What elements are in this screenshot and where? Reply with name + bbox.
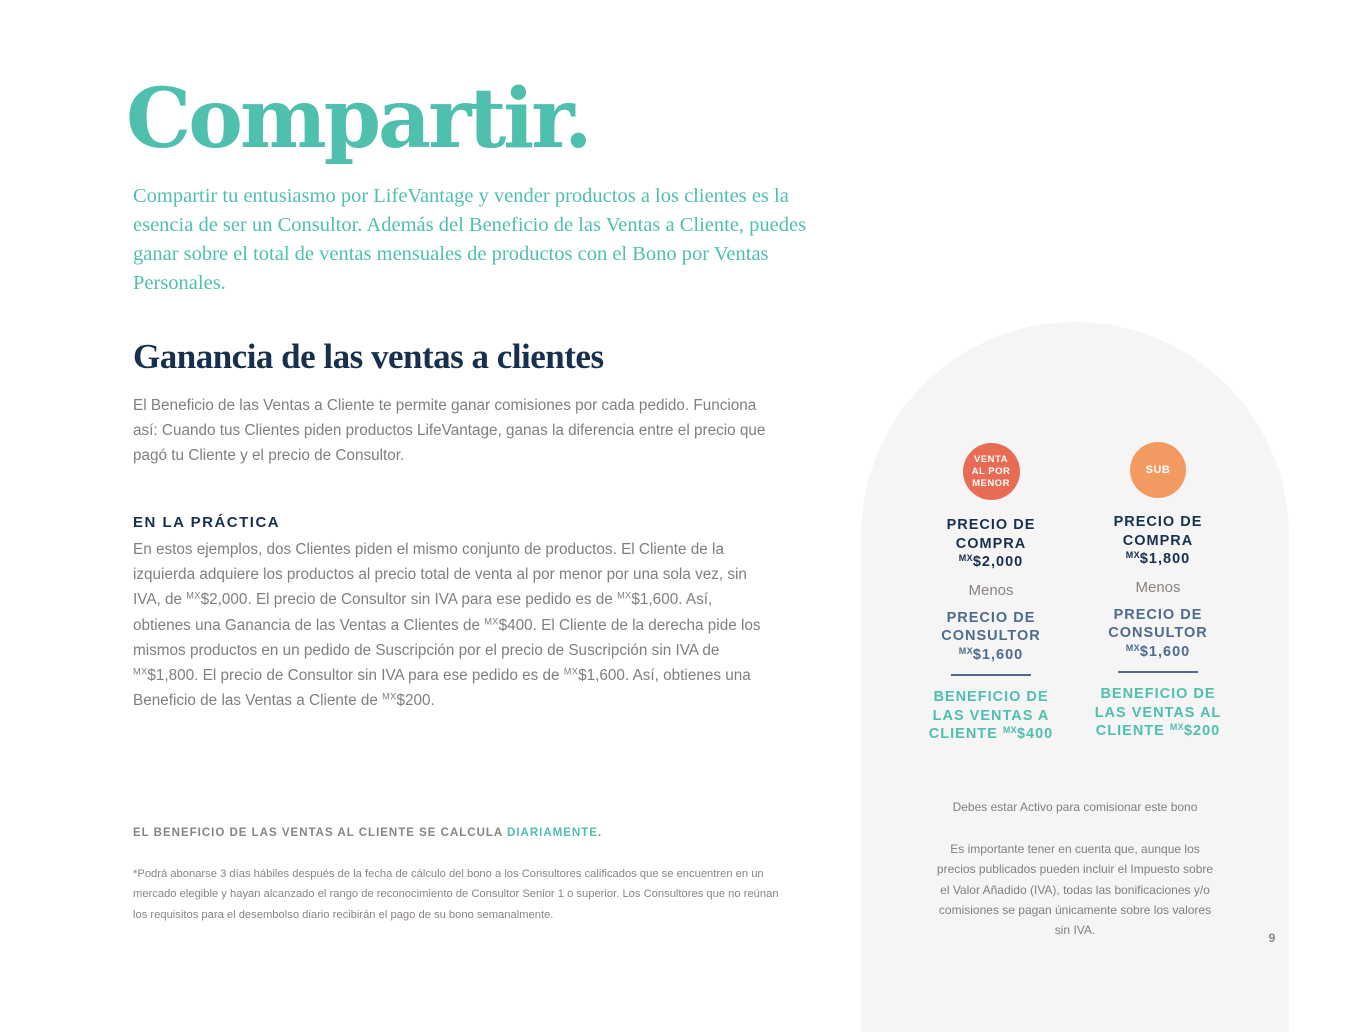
currency-prefix: MX	[563, 666, 579, 677]
practice-text: $1,600. Así, obtienes una Ganancia de las Ventas a Clientes de	[133, 591, 713, 634]
consultant-label: PRECIO DE CONSULTOR	[1108, 606, 1208, 641]
retail-badge	[963, 443, 1020, 500]
practice-text: $1,600. Así, obtienes una Beneficio de las Ventas a Cliente de	[133, 667, 751, 710]
practice-text: $2,000. El precio de Consultor sin IVA para ese pedido es de	[200, 591, 618, 609]
subscription-badge: SUB	[1130, 442, 1186, 498]
intro-paragraph: Compartir tu entusiasmo por LifeVantage y vender productos a los clientes es la esencia de ser un Consultor. Además del Beneficio de las Ventas a Cliente, puedes ganar sobre el total de ventas mensuales de productos con el Bono por Ventas Personales.	[133, 185, 807, 294]
section-title: Ganancia de las ventas a clientes	[133, 337, 604, 376]
subscription-benefit	[1083, 685, 1233, 741]
page-title: Compartir.	[126, 71, 590, 167]
benefit-value: $200	[1183, 723, 1221, 739]
daily-calculation-note	[133, 827, 602, 839]
currency-prefix: MX	[958, 553, 973, 564]
purchase-value: $1,800	[1139, 551, 1191, 567]
daily-note-end: .	[597, 827, 603, 839]
consultant-value: $1,600	[972, 646, 1024, 663]
divider	[951, 674, 1031, 676]
practice-body	[133, 537, 773, 713]
retail-purchase-price	[916, 516, 1066, 572]
retail-column	[916, 443, 1066, 744]
purchase-value: $2,000	[972, 554, 1024, 570]
retail-consultant-price	[916, 609, 1066, 665]
currency-prefix: MX	[1125, 642, 1140, 653]
currency-prefix: MX	[1125, 550, 1140, 561]
benefit-label: BENEFICIO DE LAS VENTAS AL CLIENTE	[1094, 686, 1222, 739]
page-number: 9	[1268, 931, 1276, 945]
benefit-label: BENEFICIO DE LAS VENTAS A CLIENTE	[928, 689, 1050, 742]
subscription-consultant-price	[1083, 606, 1233, 662]
consultant-label: PRECIO DE CONSULTOR	[941, 609, 1041, 644]
currency-prefix: MX	[382, 691, 397, 702]
subscription-column	[1083, 442, 1233, 741]
subscription-purchase-price	[1083, 513, 1233, 569]
currency-prefix: MX	[1002, 725, 1017, 736]
consultant-value: $1,600	[1139, 643, 1191, 660]
practice-text: $400. El Cliente de la derecha pide los mismos productos en un pedido de Suscripción por el precio de Suscripción sin IVA de	[133, 616, 761, 659]
currency-prefix: MX	[1169, 722, 1184, 733]
vat-note: Es importante tener en cuenta que, aunque los precios publicados pueden incluir el Impuesto sobre el Valor Añadido (IVA), todas las bonificaciones y/o comisiones se pagan únicamente sobre los valores sin IVA.	[936, 842, 1214, 938]
minus-label: Menos	[968, 581, 1014, 599]
footnote: *Podrá abonarse 3 días hábiles después de la fecha de cálculo del bono a los Consultores calificados que se encuentren en un mercado elegible y hayan alcanzado el rango de reconocimiento de Consultor Senior 1 o superior. Los Consultores que no reúnan los requisitos para el desembolso diario recibirán el pago de su bono semanalmente.	[133, 868, 779, 921]
currency-prefix: MX	[484, 616, 499, 627]
purchase-label: PRECIO DE COMPRA	[946, 517, 1036, 552]
divider	[1118, 671, 1198, 673]
section-body: El Beneficio de las Ventas a Cliente te permite ganar comisiones por cada pedido. Funciona así: Cuando tus Clientes piden productos LifeVantage, ganas la diferencia entre el precio que pagó tu Cliente y el precio de Consultor.	[133, 397, 766, 465]
purchase-label: PRECIO DE COMPRA	[1113, 514, 1203, 549]
currency-prefix: MX	[958, 645, 973, 656]
practice-text: $1,800. El precio de Consultor sin IVA para ese pedido es de	[147, 667, 564, 685]
currency-prefix: MX	[186, 590, 201, 601]
currency-prefix: MX	[617, 590, 632, 601]
retail-benefit	[916, 688, 1066, 744]
benefit-value: $400	[1016, 726, 1054, 742]
active-requirement-note: Debes estar Activo para comisionar este bono	[952, 800, 1198, 814]
minus-label: Menos	[1135, 578, 1181, 596]
retail-badge-label: VENTA AL POR MENOR	[971, 453, 1011, 489]
daily-note-highlight: DIARIAMENTE	[507, 827, 598, 839]
practice-text: $200.	[396, 692, 435, 710]
currency-prefix: MX	[133, 666, 148, 677]
practice-text: En estos ejemplos, dos Clientes piden el mismo conjunto de productos. El Cliente de la izquierda adquiere los productos al precio total de venta al por menor por una sola vez, sin IVA, de	[133, 541, 747, 609]
daily-note-text: EL BENEFICIO DE LAS VENTAS AL CLIENTE SE CALCULA	[133, 827, 508, 839]
practice-heading: EN LA PRÁCTICA	[133, 514, 281, 531]
